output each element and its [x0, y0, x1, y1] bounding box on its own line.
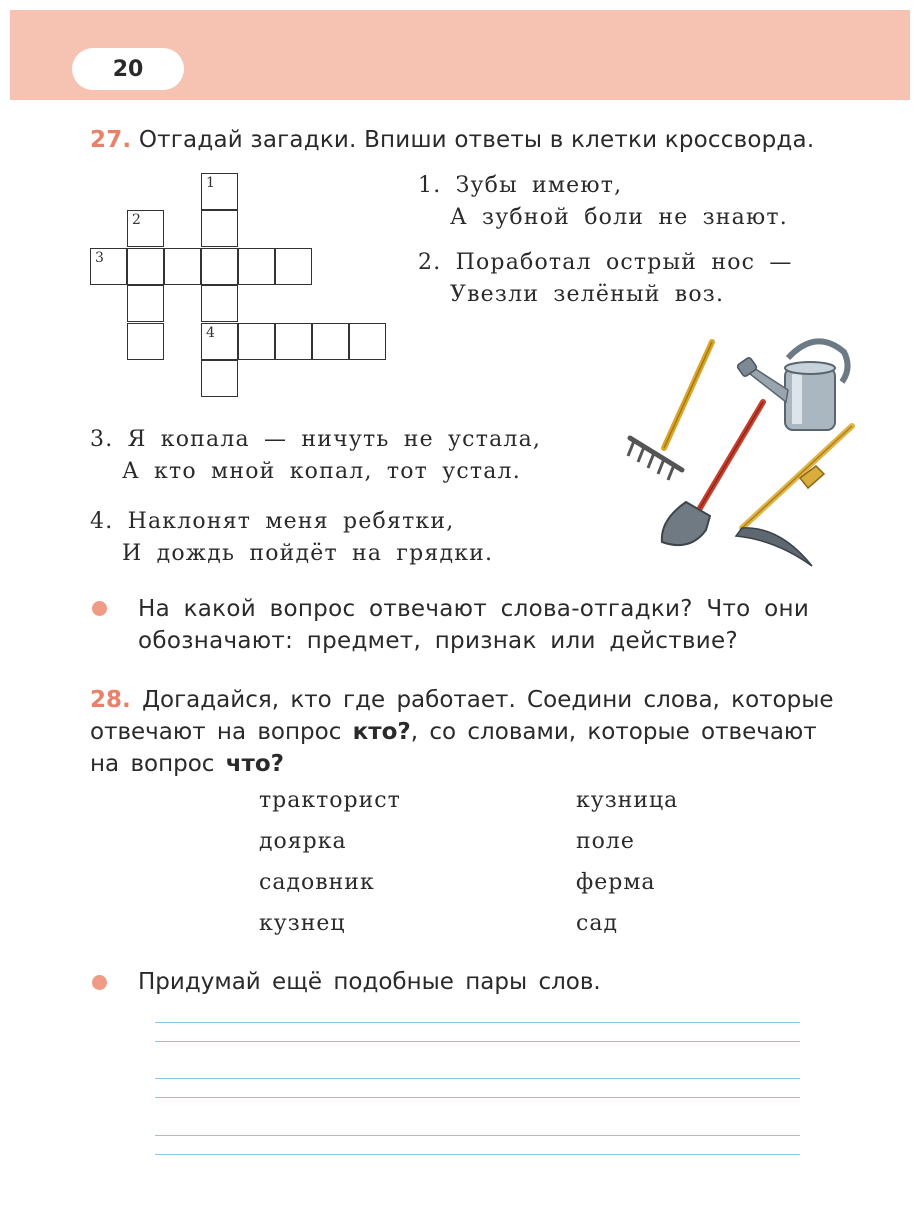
right-word[interactable]: сад: [576, 911, 618, 936]
riddle-4-line2: И дождь пойдёт на грядки.: [122, 541, 494, 566]
riddle-2-line1: Поработал острый нос —: [455, 250, 793, 275]
crossword-cell[interactable]: [312, 323, 349, 360]
crossword-cell[interactable]: [201, 323, 238, 360]
page-number: 20: [72, 48, 184, 90]
garden-tools-illustration: [620, 330, 870, 575]
task-27-title: Отгадай загадки. Впиши ответы в клетки кроссворда.: [138, 127, 815, 153]
riddle-3-line1: Я копала — ничуть не устала,: [127, 427, 542, 452]
riddle-4-line1: Наклонят меня ребятки,: [127, 509, 455, 534]
writing-line[interactable]: [155, 1022, 800, 1023]
crossword-cell[interactable]: [275, 323, 312, 360]
clue-number-4: 4: [206, 325, 215, 341]
crossword-cell[interactable]: [201, 210, 238, 247]
crossword-cell[interactable]: [201, 360, 238, 397]
crossword-cell[interactable]: [201, 285, 238, 322]
riddle-1-number: 1.: [418, 173, 442, 198]
task-27-question-line2: обозначают: предмет, признак или действие?: [138, 628, 738, 654]
writing-line[interactable]: [155, 1135, 800, 1136]
riddle-1-line1: Зубы имеют,: [455, 173, 623, 198]
crossword-cell[interactable]: [90, 248, 127, 285]
right-word[interactable]: поле: [576, 829, 635, 854]
task-27-question: [138, 593, 809, 657]
task-28-prompt: Придумай ещё подобные пары слов.: [138, 969, 601, 995]
writing-line[interactable]: [155, 1078, 800, 1079]
riddle-4-number: 4.: [90, 509, 114, 534]
right-word[interactable]: ферма: [576, 870, 656, 895]
left-word[interactable]: садовник: [259, 870, 375, 895]
left-word[interactable]: доярка: [259, 829, 347, 854]
task-27-heading: [90, 124, 814, 156]
writing-line[interactable]: [155, 1154, 800, 1155]
kto-question: кто?: [352, 719, 411, 745]
bullet-icon: [92, 601, 107, 616]
crossword-cell[interactable]: [127, 323, 164, 360]
clue-number-1: 1: [206, 175, 215, 191]
riddle-4: [90, 506, 493, 570]
riddle-3-number: 3.: [90, 427, 114, 452]
riddle-2-number: 2.: [418, 250, 442, 275]
riddle-2: [418, 247, 793, 311]
crossword-cell[interactable]: [238, 248, 275, 285]
crossword-cell[interactable]: [164, 248, 201, 285]
crossword-cell[interactable]: [201, 173, 238, 210]
task-28-line3-start: на вопрос: [90, 751, 226, 777]
writing-line[interactable]: [155, 1041, 800, 1042]
crossword-cell[interactable]: [275, 248, 312, 285]
right-word[interactable]: кузница: [576, 788, 679, 813]
crossword-cell[interactable]: [349, 323, 386, 360]
task-28-line1: Догадайся, кто где работает. Соедини слова, которые: [142, 687, 834, 713]
riddle-3: [90, 424, 541, 488]
crossword-cell[interactable]: [127, 248, 164, 285]
task-27-number: 27.: [90, 127, 132, 153]
task-28-number: 28.: [90, 687, 131, 713]
crossword-cell[interactable]: [127, 285, 164, 322]
riddle-3-line2: А кто мной копал, тот устал.: [122, 459, 521, 484]
left-word[interactable]: кузнец: [259, 911, 346, 936]
crossword-cell[interactable]: [238, 323, 275, 360]
task-28-text: [90, 684, 834, 780]
crossword-cell[interactable]: [127, 210, 164, 247]
chto-question: что?: [225, 751, 285, 777]
task-27-question-line1: На какой вопрос отвечают слова-отгадки? Что они: [138, 596, 810, 622]
crossword-cell[interactable]: [201, 248, 238, 285]
writing-line[interactable]: [155, 1097, 800, 1098]
riddle-1-line2: А зубной боли не знают.: [450, 205, 788, 230]
riddle-1: [418, 170, 788, 234]
clue-number-3: 3: [95, 250, 104, 266]
bullet-icon: [92, 975, 107, 990]
task-28-line2-start: отвечают на вопрос: [90, 719, 353, 745]
task-28-line2-end: , со словами, которые отвечают: [410, 719, 817, 745]
riddle-2-line2: Увезли зелёный воз.: [450, 282, 725, 307]
left-word[interactable]: тракторист: [259, 788, 401, 813]
clue-number-2: 2: [132, 212, 141, 228]
scythe-icon: [736, 426, 852, 566]
rake-icon: [628, 342, 712, 480]
